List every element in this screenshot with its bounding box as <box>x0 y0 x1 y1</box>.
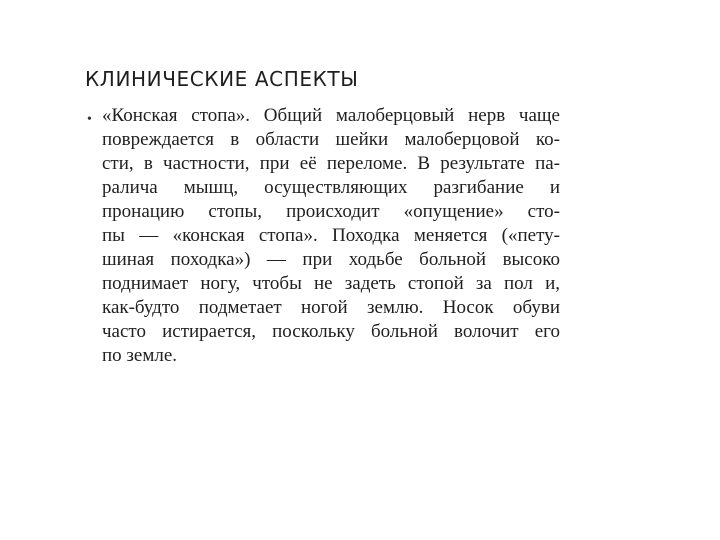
bullet-dot-icon: • <box>87 112 92 127</box>
bullet-text <box>102 104 572 368</box>
section-heading: КЛИНИЧЕСКИЕ АСПЕКТЫ <box>85 67 359 91</box>
text-line: часто истирается, поскольку больной волочит его <box>102 321 560 342</box>
text-line: как-будто подметает ногой землю. Носок обуви <box>102 297 560 318</box>
text-line: ралича мышц, осуществляющих разгибание и <box>102 177 560 198</box>
text-line: сти, в частности, при её переломе. В результате па- <box>102 153 560 174</box>
text-line: по земле. <box>102 345 178 366</box>
text-line: пронацию стопы, происходит «опущение» сто- <box>102 201 560 222</box>
text-line: поднимает ногу, чтобы не задеть стопой за пол и, <box>102 273 560 294</box>
text-line: шиная походка») — при ходьбе больной высоко <box>102 249 560 270</box>
text-line: «Конская стопа». Общий малоберцовый нерв чаще <box>102 105 560 126</box>
text-line: пы — «конская стопа». Походка меняется («пету- <box>102 225 560 246</box>
text-line: повреждается в области шейки малоберцовой ко- <box>102 129 560 150</box>
